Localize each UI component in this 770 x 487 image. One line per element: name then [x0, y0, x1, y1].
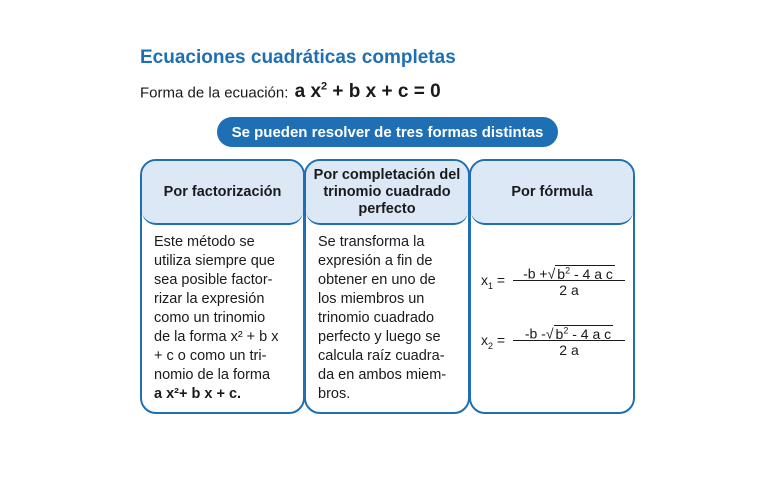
card-title: Por factorización — [142, 161, 303, 225]
text-line: calcula raíz cuadra- — [318, 348, 445, 364]
text-line: + c o como un tri- — [154, 348, 267, 364]
radical: $b^2 - 4$ a c — [555, 325, 612, 342]
card-text — [306, 225, 468, 404]
banner: Se pueden resolver de tres formas distintas — [217, 117, 558, 147]
text-line: Se transforma la — [318, 234, 425, 250]
text-line: como un trinomio — [154, 310, 266, 326]
card-title: Por fórmula — [471, 161, 633, 225]
method-card-factorization — [140, 159, 305, 414]
page-title: Ecuaciones cuadráticas completas — [140, 47, 456, 68]
text-line: sea posible factor- — [154, 272, 273, 288]
text-line: nomio de la forma — [154, 367, 271, 383]
equation-rest: + b x + c = 0 — [332, 81, 441, 103]
equation-lhs: a x — [294, 81, 322, 103]
fraction — [513, 320, 625, 359]
text-line: Este método se — [154, 234, 255, 250]
method-card-completion — [304, 159, 470, 414]
text-line: a x²+ b x + c. — [154, 386, 242, 402]
text-line: los miembros un — [318, 291, 425, 307]
formula-lhs: $x_1$ = — [481, 272, 506, 291]
fraction — [513, 260, 625, 299]
text-line: expresión a fin de — [318, 253, 433, 269]
numerator: -b +√ $b^2 - 4$ a c — [513, 260, 625, 281]
card-text — [142, 225, 303, 404]
equation-expression — [295, 81, 441, 102]
denominator: 2 a — [559, 342, 579, 358]
equation-form — [140, 81, 441, 103]
text-line: da en ambos miem- — [318, 367, 447, 383]
text-line: perfecto y luego se — [318, 329, 441, 345]
method-card-formula — [469, 159, 635, 414]
text-line: bros. — [318, 386, 351, 402]
text-line: trinomio cuadrado — [318, 310, 435, 326]
formula-lhs: $x_2$ = — [481, 332, 506, 351]
denominator: 2 a — [559, 282, 579, 298]
text-line: rizar la expresión — [154, 291, 265, 307]
equation-prefix: Forma de la ecuación: — [140, 84, 289, 102]
equation-exponent: 2 — [321, 81, 328, 93]
card-title: Por completación del trinomio cuadrado perfecto — [306, 161, 468, 225]
text-line: de la forma x² + b x — [154, 329, 279, 345]
radical: $b^2 - 4$ a c — [557, 265, 613, 282]
text-line: utiliza siempre que — [154, 253, 275, 269]
numerator: -b -√ $b^2 - 4$ a c — [513, 320, 625, 341]
text-line: obtener en uno de — [318, 272, 436, 288]
